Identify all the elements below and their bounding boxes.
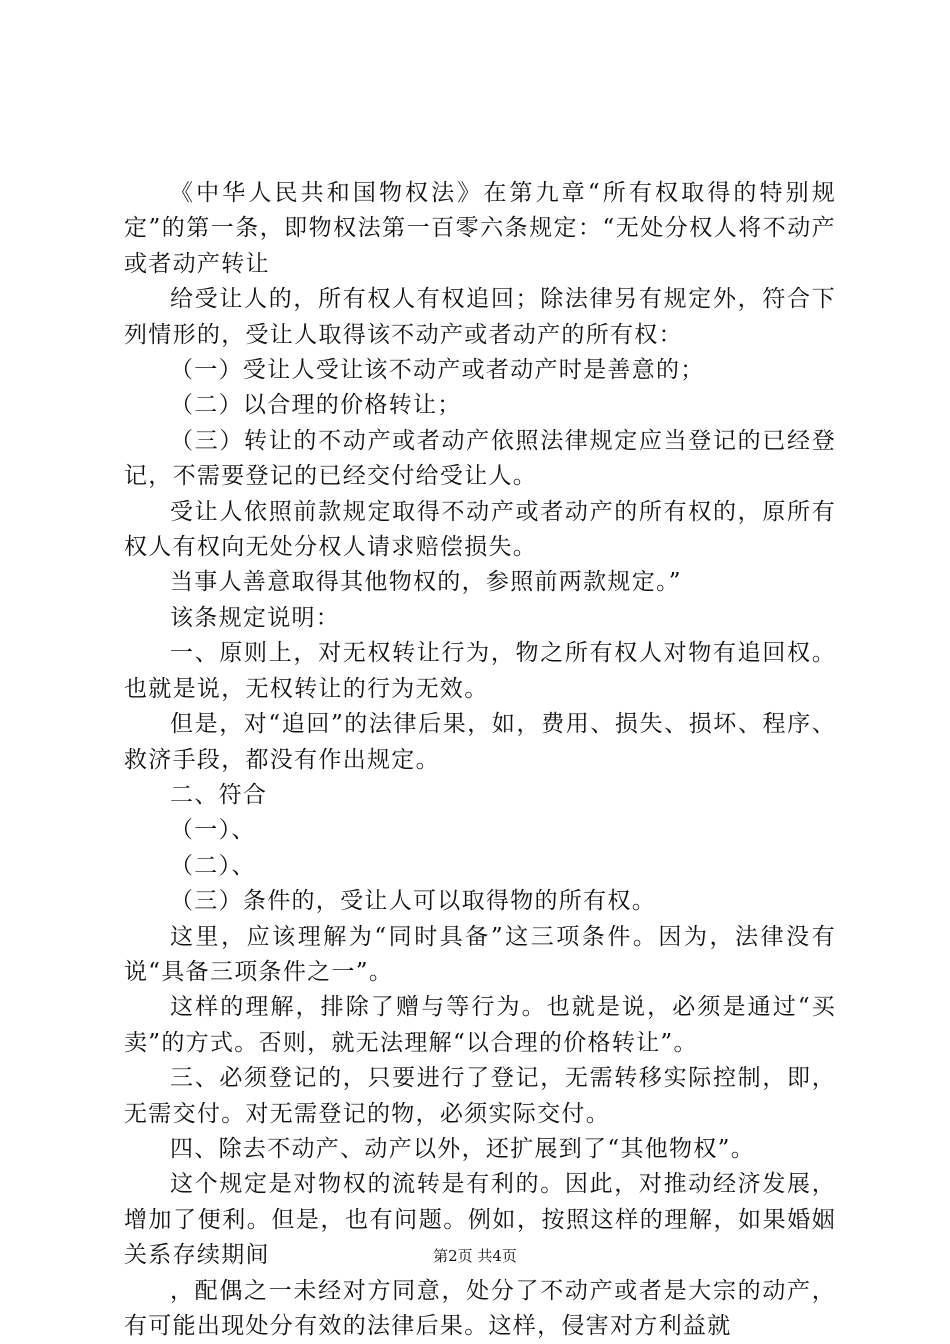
- paragraph: （三）条件的，受让人可以取得物的所有权。: [170, 888, 656, 915]
- paragraph: 该条规定说明：: [170, 604, 341, 631]
- paragraph: （二）以合理的价格转让；: [170, 392, 462, 419]
- paragraph: 二、符合: [170, 781, 268, 808]
- page-number-footer: 第2页 共4页: [433, 1247, 517, 1265]
- paragraph: 但是，对“追回”的法律后果，如，费用、损失、损坏、程序、救济手段，都没有作出规定。: [124, 711, 836, 773]
- paragraph: （三）转让的不动产或者动产依照法律规定应当登记的已经登记，不需要登记的已经交付给受让人。: [124, 427, 836, 490]
- paragraph: （一）受让人受让该不动产或者动产时是善意的；: [170, 357, 705, 384]
- paragraph: 这个规定是对物权的流转是有利的。因此，对推动经济发展，增加了便利。但是，也有问题。例如，按照这样的理解，如果婚姻关系存续期间: [124, 1171, 836, 1269]
- paragraph: 这样的理解，排除了赠与等行为。也就是说，必须是通过“买卖”的方式。否则，就无法理解“以合理的价格转让”。: [124, 994, 836, 1056]
- document-body: [124, 176, 836, 1344]
- paragraph: 三、必须登记的，只要进行了登记，无需转移实际控制，即，无需交付。对无需登记的物，必须实际交付。: [124, 1065, 836, 1127]
- paragraph: 给受让人的，所有权人有权追回；除法律另有规定外，符合下列情形的，受让人取得该不动产或者动产的所有权：: [124, 286, 836, 348]
- paragraph: 当事人善意取得其他物权的，参照前两款规定。”: [170, 569, 682, 596]
- paragraph: 这里，应该理解为“同时具备”这三项条件。因为，法律没有说“具备三项条件之一”。: [124, 923, 836, 985]
- paragraph: （一）、: [170, 817, 256, 844]
- paragraph: 《中华人民共和国物权法》在第九章“所有权取得的特别规定”的第一条，即物权法第一百零六条规定：“无处分权人将不动产或者动产转让: [124, 180, 836, 277]
- paragraph: （二）、: [170, 852, 256, 879]
- paragraph: 一、原则上，对无权转让行为，物之所有权人对物有追回权。也就是说，无权转让的行为无效。: [124, 640, 836, 702]
- paragraph: 四、除去不动产、动产以外，还扩展到了“其他物权”。: [170, 1135, 756, 1162]
- paragraph: ，配偶之一未经对方同意，处分了不动产或者是大宗的动产，有可能出现处分有效的法律后果。这样，侵害对方利益就: [124, 1277, 836, 1339]
- paragraph: 受让人依照前款规定取得不动产或者动产的所有权的，原所有权人有权向无处分权人请求赔偿损失。: [124, 498, 836, 561]
